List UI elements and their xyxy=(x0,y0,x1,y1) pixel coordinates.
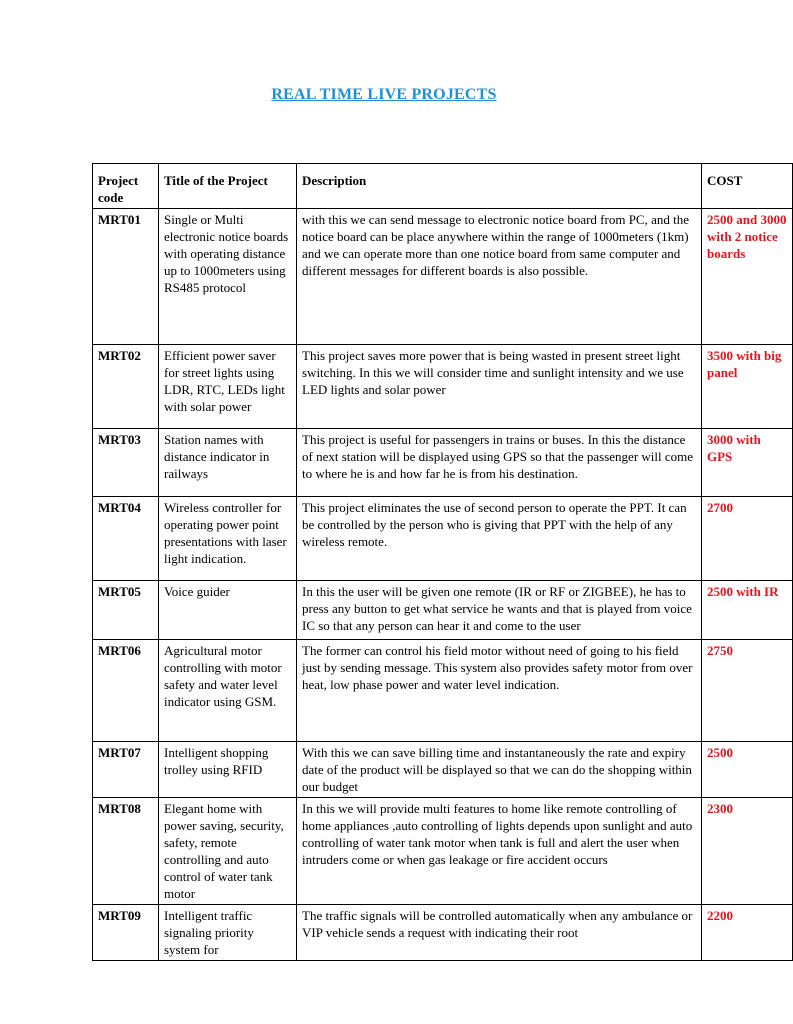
table-row xyxy=(93,497,793,581)
project-code-cell: MRT08 xyxy=(93,798,159,905)
project-code-cell: MRT03 xyxy=(93,429,159,497)
project-cost-cell: 2200 xyxy=(702,905,793,961)
project-cost-cell: 2500 xyxy=(702,742,793,798)
projects-table xyxy=(92,163,793,961)
table-header-row xyxy=(93,164,793,209)
project-description-cell: This project is useful for passengers in trains or buses. In this the distance of next station will be displayed using GPS so that the passenger will come to where he is and how far he is from his destination. xyxy=(297,429,702,497)
table-row xyxy=(93,640,793,742)
project-description-cell: The former can control his field motor without need of going to his field just by sending message. This system also provides safety motor from over heat, low phase power and water level indication. xyxy=(297,640,702,742)
header-cost: COST xyxy=(702,164,793,209)
project-title-cell: Single or Multi electronic notice boards with operating distance up to 1000meters using RS485 protocol xyxy=(159,209,297,345)
table-row xyxy=(93,429,793,497)
project-cost-cell: 2500 with IR xyxy=(702,581,793,640)
page-title: REAL TIME LIVE PROJECTS xyxy=(271,86,497,103)
project-title-cell: Efficient power saver for street lights using LDR, RTC, LEDs light with solar power xyxy=(159,345,297,429)
project-cost-cell: 2500 and 3000 with 2 notice boards xyxy=(702,209,793,345)
project-code-cell: MRT04 xyxy=(93,497,159,581)
project-code-cell: MRT09 xyxy=(93,905,159,961)
project-cost-cell: 2750 xyxy=(702,640,793,742)
table-row xyxy=(93,581,793,640)
table-body xyxy=(93,209,793,961)
header-description: Description xyxy=(297,164,702,209)
project-title-cell: Station names with distance indicator in railways xyxy=(159,429,297,497)
project-cost-cell: 2300 xyxy=(702,798,793,905)
header-project-title: Title of the Project xyxy=(159,164,297,209)
project-code-cell: MRT05 xyxy=(93,581,159,640)
table-row xyxy=(93,742,793,798)
project-description-cell: with this we can send message to electronic notice board from PC, and the notice board can be place anywhere within the range of 1000meters (1km) and we can operate more than one notice board from same computer and different messages for different boards is also possible. xyxy=(297,209,702,345)
table-row xyxy=(93,905,793,961)
project-code-cell: MRT01 xyxy=(93,209,159,345)
header-project-code: Project code xyxy=(93,164,159,209)
project-description-cell: This project eliminates the use of second person to operate the PPT. It can be controlled by the person who is giving that PPT with the help of any wireless remote. xyxy=(297,497,702,581)
project-description-cell: With this we can save billing time and instantaneously the rate and expiry date of the product will be displayed so that we can do the shopping within our budget xyxy=(297,742,702,798)
project-code-cell: MRT06 xyxy=(93,640,159,742)
project-code-cell: MRT02 xyxy=(93,345,159,429)
table-row xyxy=(93,345,793,429)
project-title-cell: Elegant home with power saving, security, safety, remote controlling and auto control of water tank motor xyxy=(159,798,297,905)
project-cost-cell: 3500 with big panel xyxy=(702,345,793,429)
table-row xyxy=(93,798,793,905)
project-title-cell: Voice guider xyxy=(159,581,297,640)
project-title-cell: Wireless controller for operating power point presentations with laser light indication. xyxy=(159,497,297,581)
project-description-cell: In this the user will be given one remote (IR or RF or ZIGBEE), he has to press any button to get what service he wants and that is played from voice IC so that any person can hear it and come to the user xyxy=(297,581,702,640)
project-title-cell: Agricultural motor controlling with motor safety and water level indicator using GSM. xyxy=(159,640,297,742)
project-title-cell: Intelligent traffic signaling priority system for xyxy=(159,905,297,961)
project-cost-cell: 2700 xyxy=(702,497,793,581)
project-description-cell: The traffic signals will be controlled automatically when any ambulance or VIP vehicle sends a request with indicating their root xyxy=(297,905,702,961)
project-description-cell: This project saves more power that is being wasted in present street light switching. In this we will consider time and sunlight intensity and we use LED lights and solar power xyxy=(297,345,702,429)
project-cost-cell: 3000 with GPS xyxy=(702,429,793,497)
project-title-cell: Intelligent shopping trolley using RFID xyxy=(159,742,297,798)
table-row xyxy=(93,209,793,345)
project-description-cell: In this we will provide multi features to home like remote controlling of home appliances ,auto controlling of lights depends upon sunlight and auto controlling of water tank motor when tank is full and alert the user when intruders come or when gas leakage or fire accident occurs xyxy=(297,798,702,905)
project-code-cell: MRT07 xyxy=(93,742,159,798)
